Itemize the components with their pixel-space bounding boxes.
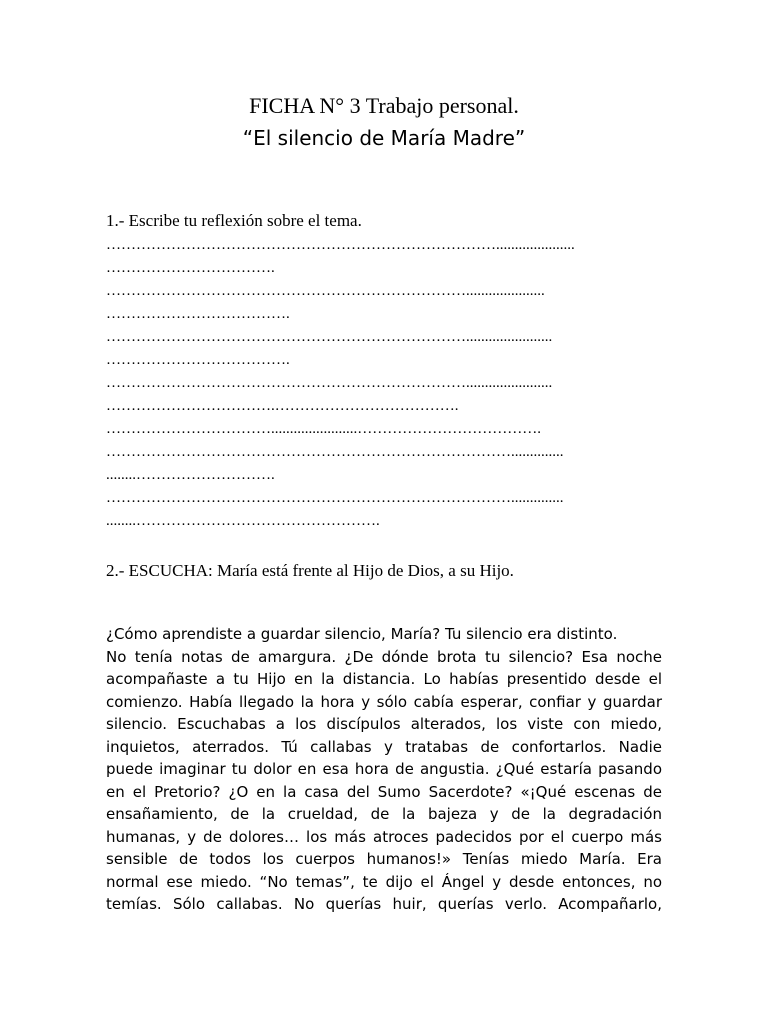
paragraph-line: acompañaste a tu Hijo en la distancia. Lo habías presentido desde el: [106, 670, 662, 688]
paragraph-line: comienzo. Había llegado la hora y sólo cabía esperar, confiar y guardar: [106, 692, 662, 711]
answer-line-7: ……………………………………………………………….......................: [106, 375, 553, 391]
answer-line-12: ………………………………………………………………………..............: [106, 490, 564, 506]
paragraph-line: inquietos, aterrados. Tú callabas y tratabas de confortarlos. Nadie: [106, 737, 662, 756]
page-title: FICHA N° 3 Trabajo personal.: [249, 93, 519, 118]
answer-line-3: ……………………………………………………………….....................: [106, 283, 545, 299]
paragraph-line: ¿Cómo aprendiste a guardar silencio, María? Tu silencio era distinto.: [106, 625, 618, 643]
paragraph-line: sensible de todos los cuerpos humanos!» Tenías miedo María. Era: [106, 850, 662, 868]
paragraph-line: temías. Sólo callabas. No querías huir, querías verlo. Acompañarlo,: [106, 895, 662, 913]
answer-line-2: …………………………….: [106, 260, 275, 276]
answer-line-4: ……………………………….: [106, 306, 290, 322]
answer-line-5: ……………………………………………………………….......................: [106, 329, 553, 345]
paragraph-line: No tenía notas de amargura. ¿De dónde brota tu silencio? Esa noche: [106, 647, 662, 666]
paragraph-line: en el Pretorio? ¿O en la casa del Sumo Sacerdote? «¡Qué escenas de: [106, 782, 662, 801]
answer-line-13: ........………………………………………….: [106, 513, 380, 529]
paragraph-line: silencio. Escuchabas a los discípulos alterados, los viste con miedo,: [106, 715, 662, 733]
answer-line-11: ........……………………….: [106, 467, 275, 483]
section1-heading: 1.- Escribe tu reflexión sobre el tema.: [106, 211, 362, 230]
answer-line-6: ……………………………….: [106, 352, 290, 368]
answer-line-1: …………………………………………………………………….....................: [106, 237, 575, 253]
answer-line-9: …………………………….......................……………………………….: [106, 421, 541, 437]
page-subtitle: “El silencio de María Madre”: [242, 126, 526, 150]
section2-heading: 2.- ESCUCHA: María está frente al Hijo de Dios, a su Hijo.: [106, 561, 514, 580]
answer-line-10: ………………………………………………………………………..............: [106, 444, 564, 460]
reflection-paragraph: [106, 623, 662, 916]
paragraph-line: ensañamiento, de la crueldad, de la bajeza y de la degradación: [106, 805, 662, 823]
paragraph-line: normal ese miedo. “No temas”, te dijo el Ángel y desde entonces, no: [106, 872, 662, 891]
paragraph-line: humanas, y de dolores… los más atroces padecidos por el cuerpo más: [106, 827, 662, 846]
paragraph-line: puede imaginar tu dolor en esa hora de angustia. ¿Qué estaría pasando: [106, 760, 662, 778]
answer-line-8: …………………………….……………………………….: [106, 398, 459, 414]
